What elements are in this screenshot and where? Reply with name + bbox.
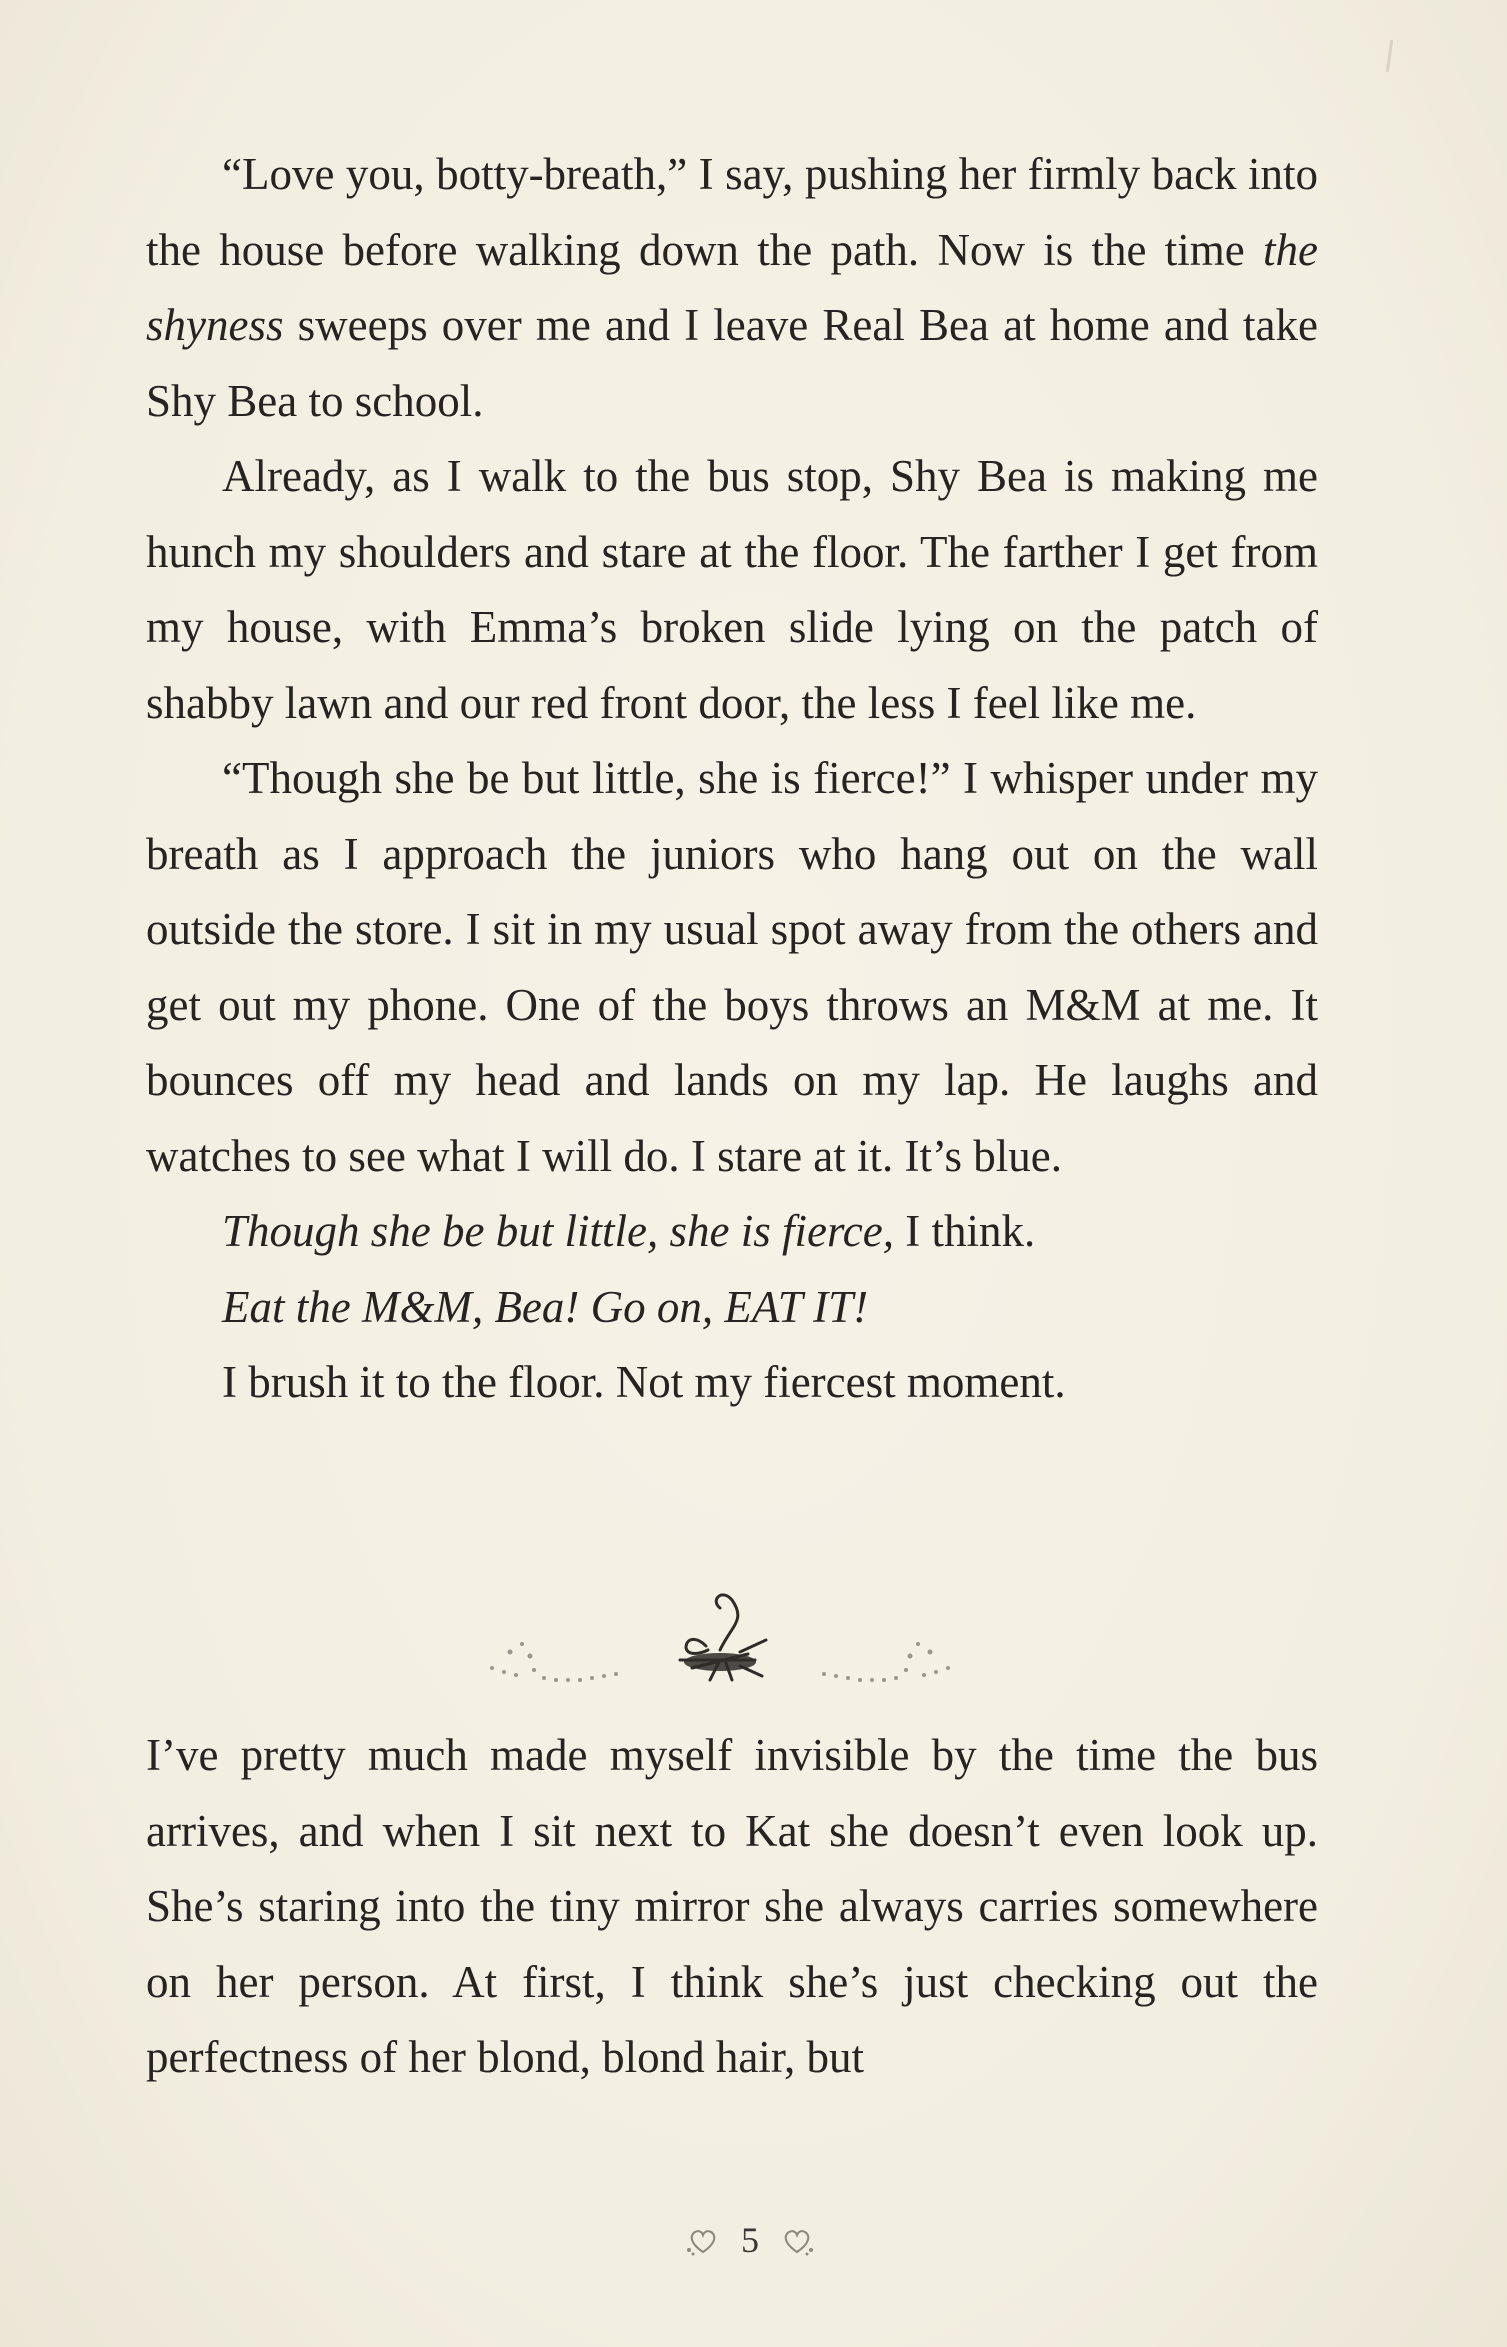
paragraph: I’ve pretty much made myself invisible by the time the bus arrives, and when I sit next to Kat she doesn’t even look up. She’s staring into the tiny mirror she always carries somewhere on her person. At first, I think she’s just checking out the perfectness of her blond, blond hair, but (146, 1730, 1318, 2082)
paragraph: I brush it to the floor. Not my fiercest moment. (222, 1357, 1066, 1407)
text-run: I think. (894, 1206, 1036, 1256)
butterfly-body (684, 1653, 756, 1671)
heart-ornament-left-icon (683, 2220, 723, 2260)
text-run: “Love you, botty-breath,” I say, pushing her firmly back into the house before walking down the path. Now is the time (146, 149, 1318, 275)
section-break-ornament (470, 1580, 970, 1700)
page-footer (600, 2210, 900, 2270)
paragraph (146, 1194, 1318, 1270)
paragraph: Already, as I walk to the bus stop, Shy Bea is making me hunch my shoulders and stare at the floor. The farther I get from my house, with Emma’s broken slide lying on the patch of shabby lawn and our red front door, the less I feel like me. (146, 451, 1318, 728)
heart-ornament-right-icon (777, 2220, 817, 2260)
paragraph (146, 137, 1318, 439)
text-block-before-break (146, 137, 1318, 1421)
italic-text: the shyness (146, 224, 1318, 350)
page-number: 5 (741, 2220, 759, 2260)
text-block-after-break (146, 1718, 1318, 2096)
paragraph: “Though she be but little, she is fierce!” I whisper under my breath as I approach the juniors who hang out on the wall outside the store. I sit in my usual spot away from the others and get out my phone. One of the boys throws an M&M at me. It bounces off my head and lands on my lap. He laughs and watches to see what I will do. I stare at it. It’s blue. (146, 753, 1318, 1181)
paragraph (146, 1270, 1318, 1346)
italic-text: Eat the M&M, Bea! Go on, EAT IT! (222, 1281, 869, 1332)
italic-text: Though she be but little, she is fierce, (222, 1206, 894, 1256)
paper-edge-mark (1386, 40, 1393, 72)
text-run: sweeps over me and I leave Real Bea at home and take Shy Bea to school. (146, 300, 1318, 426)
